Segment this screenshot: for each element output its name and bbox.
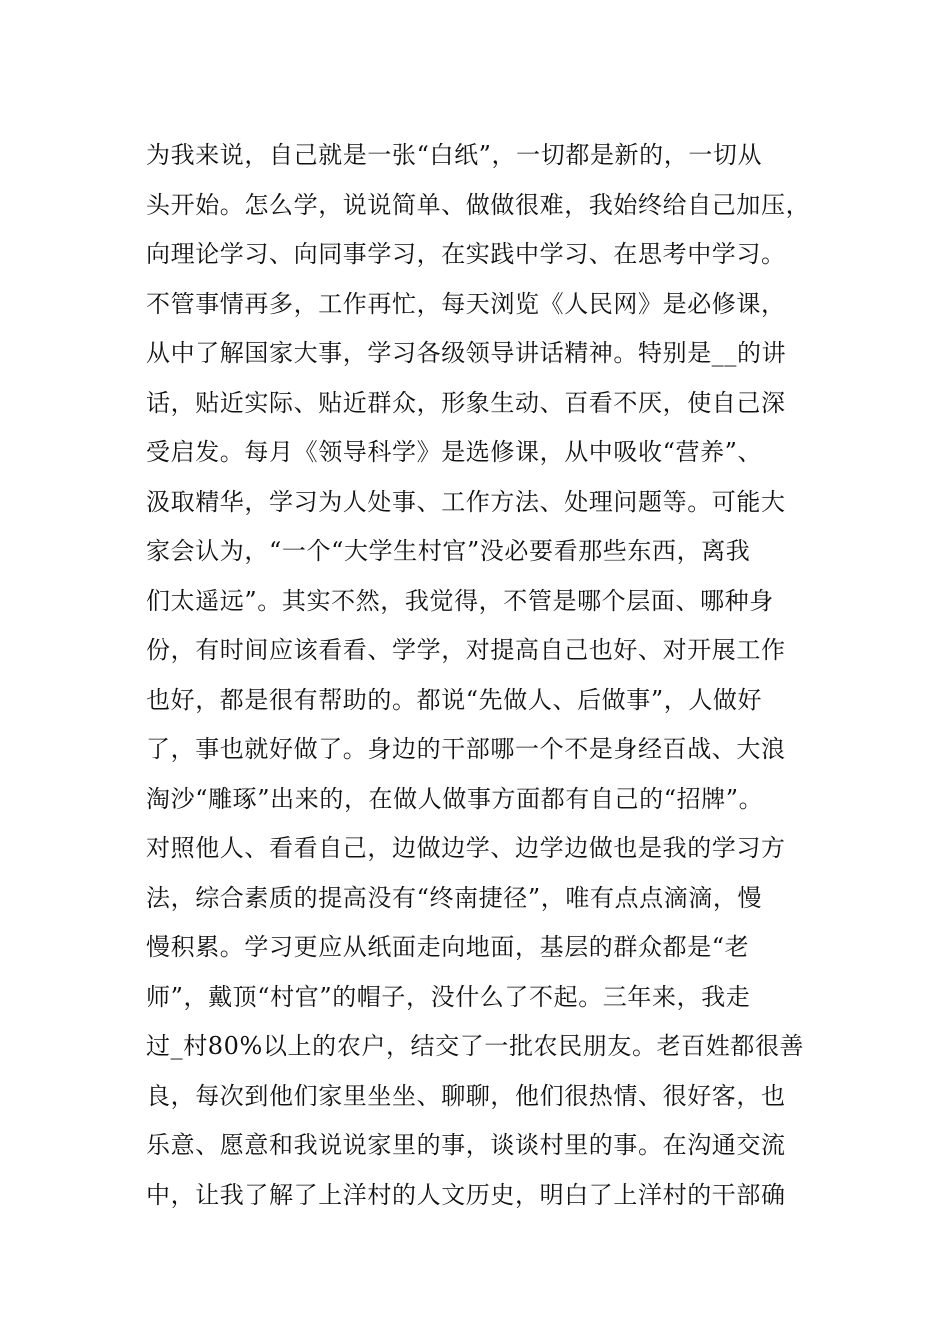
text-line: 汲取精华，学习为人处事、工作方法、处理问题等。可能大	[146, 487, 786, 516]
text-line: 过_村80%以上的农户，结交了一批农民朋友。老百姓都很善	[146, 1032, 805, 1060]
text-line: 淘沙“雕琢”出来的，在做人做事方面都有自己的“招牌”。	[146, 784, 764, 813]
text-line: 为我来说，自己就是一张“白纸”，一切都是新的，一切从	[146, 141, 763, 169]
text-line: 受启发。每月《领导科学》是选修课，从中吸收“营养”、	[146, 438, 763, 466]
text-line: 中，让我了解了上洋村的人文历史，明白了上洋村的干部确	[146, 1180, 786, 1209]
text-line: 良，每次到他们家里坐坐、聊聊，他们很热情、很好客，也	[146, 1081, 786, 1110]
text-line: 向理论学习、向同事学习，在实践中学习、在思考中学习。	[146, 240, 786, 268]
text-line: 也好，都是很有帮助的。都说“先做人、后做事”，人做好	[146, 685, 763, 714]
text-line: 话，贴近实际、贴近群众，形象生动、百看不厌，使自己深	[146, 388, 786, 417]
text-line: 对照他人、看看自己，边做边学、边学边做也是我的学习方	[146, 834, 786, 862]
text-line: 从中了解国家大事，学习各级领导讲话精神。特别是__的讲	[146, 339, 787, 367]
text-line: 份，有时间应该看看、学学，对提高自己也好、对开展工作	[146, 636, 786, 664]
text-line: 头开始。怎么学，说说简单、做做很难，我始终给自己加压，	[146, 190, 811, 219]
text-line: 不管事情再多，工作再忙，每天浏览《人民网》是必修课，	[146, 289, 786, 318]
text-line: 慢积累。学习更应从纸面走向地面，基层的群众都是“老	[146, 933, 750, 961]
text-line: 了，事也就好做了。身边的干部哪一个不是身经百战、大浪	[146, 735, 786, 763]
body-text	[146, 131, 811, 1220]
text-line: 家会认为，“一个“大学生村官”没必要看那些东西，离我	[146, 537, 751, 565]
text-line: 师”，戴顶“村官”的帽子，没什么了不起。三年来，我走	[146, 982, 751, 1011]
text-line: 们太遥远”。其实不然，我觉得，不管是哪个层面、哪种身	[146, 586, 774, 615]
text-line: 乐意、愿意和我说说家里的事，谈谈村里的事。在沟通交流	[146, 1131, 786, 1159]
text-line: 法，综合素质的提高没有“终南捷径”，唯有点点滴滴，慢	[146, 883, 763, 912]
